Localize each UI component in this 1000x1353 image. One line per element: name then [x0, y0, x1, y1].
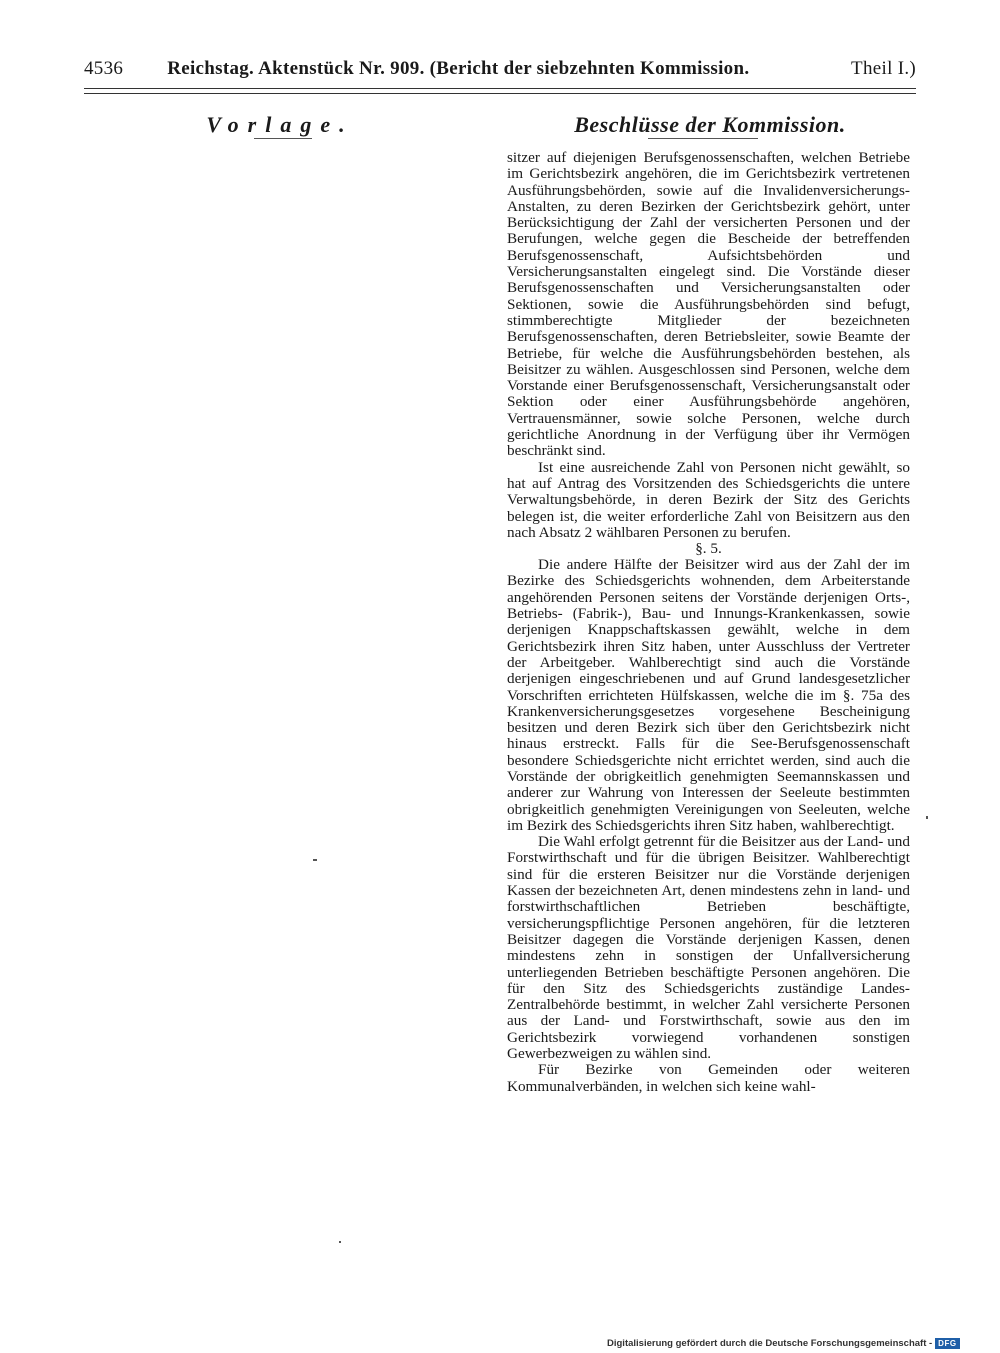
credit-text: Digitalisierung gefördert durch die Deutsche Forschungsgemeinschaft -: [607, 1337, 933, 1349]
paragraph: Die andere Hälfte der Beisitzer wird aus der Zahl der im Bezirke des Schiedsgerichts wohnenden, dem Arbeiterstande angehörenden Personen seitens der Vorstände derjenigen Orts-, Betriebs- (Fabrik-), Bau- und Innungs-Krankenkassen, sowie derjenigen Knappschaftskassen gewählt, welche in dem Gerichtsbezirk ihren Sitz haben, unter Ausschluss der Vertreter der Arbeitgeber. Wahlberechtigt sind auch die Vorstände derjenigen eingeschriebenen und auf Grund landesgesetzlicher Vorschriften errichteten Hülfskassen, welche die im §. 75a des Krankenversicherungsgesetzes vorgesehene Bescheinigung besitzen und deren Bezirk sich über den Gerichtsbezirk nicht hinaus erstreckt. Falls für die See-Berufsgenossenschaft besondere Schiedsgerichte nicht errichtet werden, sind auch die Vorstände der obrigkeitlich genehmigten Seemannskassen und anderer zur Wahrung von Interessen der Seeleute bestimmten obrigkeitlich genehmigten Vereinigungen von Seeleuten, welche im Bezirk des Schiedsgerichts ihren Sitz haben, wahlberechtigt.: [507, 556, 910, 834]
right-heading-rule: [648, 138, 758, 139]
part-label: Theil I.): [851, 58, 916, 79]
section-number: §. 5.: [695, 540, 722, 558]
left-column-heading: Vorlage.: [206, 112, 354, 137]
page-number: 4536: [84, 58, 124, 79]
right-column-text: [507, 150, 910, 1095]
scan-speck: [339, 1241, 341, 1243]
scan-speck: [926, 816, 928, 819]
scan-speck: [313, 859, 317, 861]
running-title: Reichstag. Aktenstück Nr. 909. (Bericht der siebzehnten Kommission.: [167, 58, 750, 79]
right-column-heading: Beschlüsse der Kommission.: [574, 112, 846, 137]
left-heading-rule: [254, 138, 312, 139]
paragraph: Für Bezirke von Gemeinden oder weiteren Kommunalverbänden, in welchen sich keine wahl-: [507, 1061, 910, 1095]
digitization-credit: [607, 1337, 987, 1349]
paragraph: Ist eine ausreichende Zahl von Personen nicht gewählt, so hat auf Antrag des Vorsitzenden des Schiedsgerichts die untere Verwaltungsbehörde, in deren Bezirk der Sitz des Gerichts belegen ist, die weiter erforderliche Zahl von Beisitzern aus den nach Absatz 2 wählbaren Personen zu berufen.: [507, 458, 910, 541]
dfg-logo: DFG: [935, 1338, 959, 1349]
paragraph: Die Wahl erfolgt getrennt für die Beisitzer aus der Land- und Forstwirthschaft und für die übrigen Beisitzer. Wahlberechtigt sind für die ersteren Beisitzer nur die Vorstände derjenigen Kassen der bezeichneten Art, denen mindestens zehn in land- und forstwirthschaftlichen Betrieben beschäftigte, versicherungspflichtige Personen angehören, für die letzteren Beisitzer dagegen die Vorstände derjenigen Kassen, denen mindestens zehn in sonstigen der Unfallversicherung unterliegenden Betrieben beschäftigte Personen angehören. Die für den Sitz des Schiedsgerichts zuständige Landes-Zentralbehörde bestimmt, in welcher Zahl versicherte Personen aus der Land- und Forstwirthschaft, sowie aus den im Gerichtsbezirk vorwiegend vorhandenen sonstigen Gewerbezweigen zu wählen sind.: [507, 833, 910, 1063]
paragraph: sitzer auf diejenigen Berufsgenossenschaften, welchen Betriebe im Gerichtsbezirk angehören, die im Gerichtsbezirk vertretenen Ausführungsbehörden, sowie auf die Invalidenversicherungs-Anstalten, zu deren Bezirken der Gerichtsbezirk gehört, unter Berücksichtigung der Zahl der versicherten Personen und der Berufungen, welche gegen die Bescheide der betreffenden Berufsgenossenschaft, Aufsichtsbehörden und Versicherungsanstalten eingelegt sind. Die Vorstände dieser Berufsgenossenschaften und Versicherungsanstalten oder Sektionen, sowie die Ausführungsbehörden sind befugt, stimmberechtigte Mitglieder der bezeichneten Berufsgenossenschaften, deren Betriebsleiter, sowie Beamte der Betriebe, für welche die Ausführungsbehörden bestehen, als Beisitzer zu wählen. Ausgeschlossen sind Personen, welche dem Vorstande einer Berufsgenossenschaft, Versicherungsanstalt oder Sektion oder einer Ausführungsbehörde angehören, Vertrauensmänner, sowie solche Personen, welche durch gerichtliche Anordnung in der Verfügung über ihr Vermögen beschränkt sind.: [507, 149, 910, 460]
running-header: [84, 58, 916, 88]
header-rule: [84, 88, 916, 94]
